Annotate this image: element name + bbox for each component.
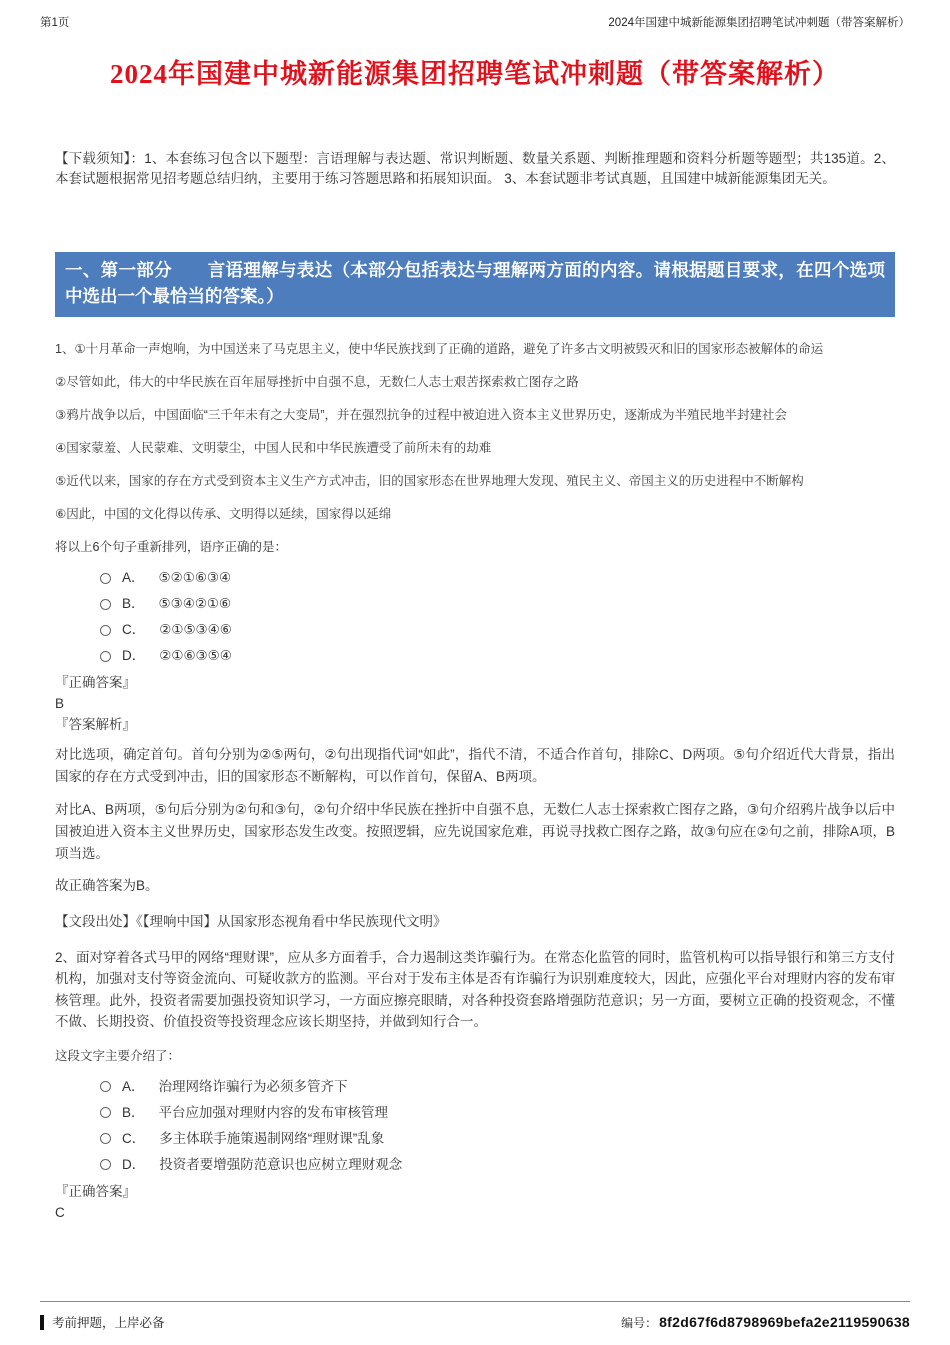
option-text: ⑤②①⑥③④ (158, 570, 232, 585)
option-letter: B． (122, 1104, 145, 1120)
correct-answer-value: C (55, 1204, 65, 1220)
question-2-prompt: 这段文字主要介绍了： (55, 1048, 181, 1063)
question-2-text: 2、面对穿着各式马甲的网络“理财课”，应从多方面着手，合力遏制这类诈骗行为。在常态化监管的同时，监管机构可以指导银行和第三方支付机构，加强对支付等资金流向、可疑收款方的监测。平台对于发布主体是否有诈骗行为识别难度较大，因此，应强化平台对理财内容的发布审核管理。此外，投资者需要加强投资知识学习，一方面应擦亮眼睛，对各种投资套路增强防范意识；另一方面，要树立正确的投资观念，不懂不做、长期投资、价值投资等投资理念应该长期坚持，并做到知行合一。 (55, 949, 895, 1030)
footer-slogan-group (40, 1313, 165, 1331)
question-1-sentence-3: ③鸦片战争以后，中国面临“三千年未有之大变局”，并在强烈抗争的过程中被迫进入资本主义世界历史，逐渐成为半殖民地半封建社会 (55, 408, 788, 422)
question-2-option-d[interactable] (100, 1156, 895, 1174)
question-1-sentence-6: ⑥因此，中国的文化得以传承、文明得以延续，国家得以延绵 (55, 507, 392, 521)
question-2 (55, 947, 895, 1222)
radio-button[interactable] (100, 573, 111, 584)
radio-button[interactable] (100, 599, 111, 610)
question-1-sentence-2: ②尽管如此，伟大的中华民族在百年屈辱挫折中自强不息，无数仁人志士艰苦探索救亡图存之路 (55, 375, 579, 389)
analysis-paragraph-1: 对比选项，确定首句。首句分别为②⑤两句，②句出现指代词“如此”，指代不清，不适合作首句，排除C、D两项。⑤句介绍近代大背景，指出国家的存在方式受到冲击，旧的国家形态不断解构，可以作首句，保留A、B两项。 (55, 747, 895, 785)
option-text: 平台应加强对理财内容的发布审核管理 (158, 1104, 389, 1120)
option-letter: A． (122, 1078, 145, 1094)
correct-answer-label: 『正确答案』 (55, 675, 136, 690)
question-1-prompt: 将以上6个句子重新排列，语序正确的是： (55, 540, 287, 554)
question-2-options (100, 1078, 895, 1174)
question-1-sentence-5: ⑤近代以来，国家的存在方式受到资本主义生产方式冲击，旧的国家形态在世界地理大发现、殖民主义、帝国主义的历史进程中不断解构 (55, 474, 804, 488)
radio-button[interactable] (100, 1081, 111, 1092)
page-number: 第1页 (40, 17, 70, 29)
passage-source: 【文段出处】《【理响中国】从国家形态视角看中华民族现代文明》 (55, 913, 447, 929)
radio-button[interactable] (100, 1133, 111, 1144)
question-2-option-a[interactable] (100, 1078, 895, 1096)
analysis-conclusion: 故正确答案为B。 (55, 878, 159, 894)
question-1 (55, 340, 895, 931)
option-letter: B． (122, 596, 145, 611)
serial-number: 8f2d67f6d8798969befa2e2119590638 (659, 1313, 910, 1330)
option-text: ⑤③④②①⑥ (158, 596, 232, 611)
page-footer (40, 1301, 910, 1331)
radio-button[interactable] (100, 651, 111, 662)
correct-answer-label: 『正确答案』 (55, 1183, 136, 1199)
option-text: ②①⑥③⑤④ (159, 648, 232, 663)
page-header (0, 0, 950, 30)
option-letter: D． (122, 1156, 146, 1172)
option-letter: A． (122, 570, 145, 585)
radio-button[interactable] (100, 625, 111, 636)
footer-slogan: 考前押题，上岸必备 (52, 1316, 165, 1330)
correct-answer-value: B (55, 696, 65, 711)
document-title: 2024年国建中城新能源集团招聘笔试冲刺题（带答案解析） (110, 59, 840, 89)
option-letter: C． (122, 1130, 146, 1146)
section-heading: 一、第一部分 言语理解与表达（本部分包括表达与理解两方面的内容。请根据题目要求，在四个选项中选出一个最恰当的答案。） (55, 252, 895, 318)
question-1-sentence-1: 1、①十月革命一声炮响，为中国送来了马克思主义，使中华民族找到了正确的道路，避免了许多古文明被毁灭和旧的国家形态被解体的命运 (55, 342, 824, 356)
header-doc-title: 2024年国建中城新能源集团招聘笔试冲刺题（带答案解析） (608, 17, 910, 29)
option-text: 投资者要增强防范意识也应树立理财观念 (159, 1156, 403, 1172)
radio-button[interactable] (100, 1159, 111, 1170)
question-1-sentence-4: ④国家蒙羞、人民蒙难、文明蒙尘，中国人民和中华民族遭受了前所未有的劫难 (55, 441, 492, 455)
footer-marker-bar (40, 1315, 44, 1330)
question-2-option-b[interactable] (100, 1104, 895, 1122)
question-1-option-c[interactable] (100, 621, 895, 639)
question-1-option-a[interactable] (100, 569, 895, 587)
option-text: ②①⑤③④⑥ (159, 622, 232, 637)
option-text: 多主体联手施策遏制网络“理财课”乱象 (159, 1130, 385, 1146)
analysis-paragraph-2: 对比A、B两项，⑤句后分别为②句和③句，②句介绍中华民族在挫折中自强不息，无数仁人志士探索救亡图存之路，③句介绍鸦片战争以后中国被迫进入资本主义世界历史，国家形态发生改变。按照逻辑，应先说国家危难，再说寻找救亡图存之路，故③句应在②句之前，排除A项，B项当选。 (55, 801, 895, 862)
download-notice: 【下载须知】：1、本套练习包含以下题型：言语理解与表达题、常识判断题、数量关系题、判断推理题和资料分析题等题型；共135道。2、本套试题根据常见招考题总结归纳，主要用于练习答题思路和拓展知识面。 3、本套试题非考试真题，且国建中城新能源集团无关。 (55, 151, 895, 187)
option-letter: D． (122, 648, 146, 663)
footer-serial-group (621, 1314, 910, 1331)
radio-button[interactable] (100, 1107, 111, 1118)
question-1-option-b[interactable] (100, 595, 895, 613)
question-2-option-c[interactable] (100, 1130, 895, 1148)
option-text: 治理网络诈骗行为必须多管齐下 (158, 1078, 348, 1094)
option-letter: C． (122, 622, 146, 637)
serial-label: 编号： (621, 1315, 658, 1330)
analysis-label: 『答案解析』 (55, 717, 136, 732)
question-1-options (100, 569, 895, 665)
question-1-option-d[interactable] (100, 647, 895, 665)
